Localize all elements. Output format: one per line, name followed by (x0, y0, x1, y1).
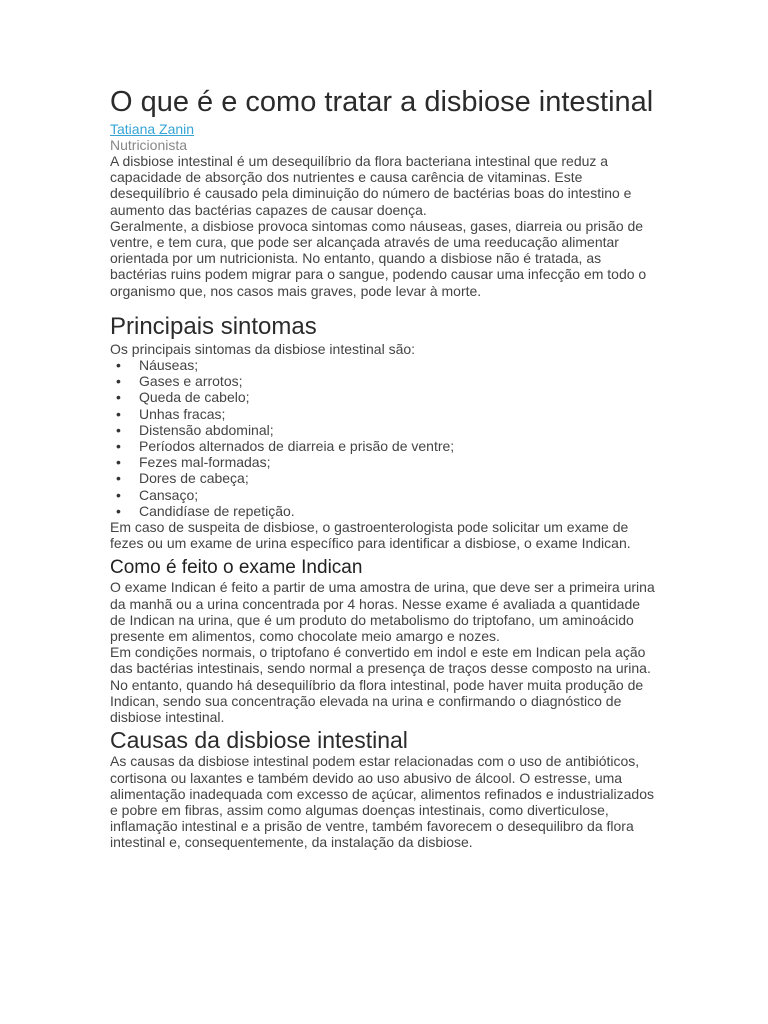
symptoms-heading: Principais sintomas (110, 312, 317, 340)
list-item-text: Náuseas; (139, 357, 199, 374)
list-item (110, 438, 658, 454)
list-item (110, 470, 658, 486)
bullet-icon: • (116, 502, 121, 519)
list-item (110, 503, 658, 519)
symptoms-list (110, 357, 658, 519)
symptoms-after-paragraph: Em caso de suspeita de disbiose, o gastroenterologista pode solicitar um exame de fezes ou um exame de urina específico para identificar a disbiose, o exame Indican. (110, 519, 631, 552)
bullet-icon: • (116, 486, 121, 503)
list-item (110, 487, 658, 503)
intro-paragraph-1: A disbiose intestinal é um desequilíbrio da flora bacteriana intestinal que reduz a capacidade de absorção dos nutrientes e causa carência de vitaminas. Este desequilíbrio é causado pela diminuição do número de bactérias boas do intestino e aumento das bactérias capazes de causar doença. (110, 153, 632, 218)
intro-paragraph-2: Geralmente, a disbiose provoca sintomas como náuseas, gases, diarreia ou prisão de ventre, e tem cura, que pode ser alcançada através de uma reeducação alimentar orientada por um nutricionista. No entanto, quando a disbiose não é tratada, as bactérias ruins podem migrar para o sangue, podendo causar uma infecção em todo o organismo que, nos casos mais graves, pode levar à morte. (110, 217, 647, 299)
indican-paragraph-2: Em condições normais, o triptofano é convertido em indol e este em Indican pela ação das bactérias intestinais, sendo normal a presença de traços desse composto na urina. No entanto, quando há desequilíbrio da flora intestinal, pode haver muita produção de Indican, sendo sua concentração elevada na urina e confirmando o diagnóstico de disbiose intestinal. (110, 644, 651, 726)
list-item (110, 373, 658, 389)
causes-paragraph: As causas da disbiose intestinal podem estar relacionadas com o uso de antibióticos, cortisona ou laxantes e também devido ao uso abusivo de álcool. O estresse, uma alimentação inadequada com excesso de açúcar, alimentos refinados e industrializados e pobre em fibras, assim como algumas doenças intestinais, como diverticulose, inflamação intestinal e a prisão de ventre, também favorecem o desequilibro da flora intestinal e, consequentemente, da instalação da disbiose. (110, 753, 654, 851)
bullet-icon: • (116, 470, 121, 487)
list-item (110, 357, 658, 373)
list-item-text: Gases e arrotos; (139, 373, 243, 390)
page-title: O que é e como tratar a disbiose intestinal (110, 86, 654, 118)
bullet-icon: • (116, 389, 121, 406)
list-item-text: Candidíase de repetição. (139, 502, 295, 519)
list-item (110, 454, 658, 470)
list-item-text: Unhas fracas; (139, 405, 226, 422)
list-item-text: Distensão abdominal; (139, 421, 274, 438)
list-item-text: Cansaço; (139, 486, 199, 503)
list-item-text: Períodos alternados de diarreia e prisão de ventre; (139, 438, 455, 455)
bullet-icon: • (116, 438, 121, 455)
list-item-text: Queda de cabelo; (139, 389, 250, 406)
author-link[interactable]: Tatiana Zanin (110, 121, 195, 137)
list-item (110, 422, 658, 438)
article (110, 86, 658, 851)
list-item-text: Fezes mal-formadas; (139, 454, 271, 471)
indican-heading: Como é feito o exame Indican (110, 557, 363, 579)
author-role: Nutricionista (110, 137, 188, 153)
indican-paragraph-1: O exame Indican é feito a partir de uma amostra de urina, que deve ser a primeira urina da manhã ou a urina concentrada por 4 horas. Nesse exame é avaliada a quantidade de Indican na urina, que é um produto do metabolismo do triptofano, um aminoácido presente em alimentos, como chocolate meio amargo e nozes. (110, 579, 655, 645)
bullet-icon: • (116, 357, 121, 374)
causes-heading: Causas da disbiose intestinal (110, 727, 408, 754)
list-item (110, 406, 658, 422)
bullet-icon: • (116, 421, 121, 438)
bullet-icon: • (116, 454, 121, 471)
list-item-text: Dores de cabeça; (139, 470, 249, 487)
list-item (110, 389, 658, 405)
bullet-icon: • (116, 373, 121, 390)
symptoms-intro: Os principais sintomas da disbiose intestinal são: (110, 340, 416, 357)
bullet-icon: • (116, 405, 121, 422)
